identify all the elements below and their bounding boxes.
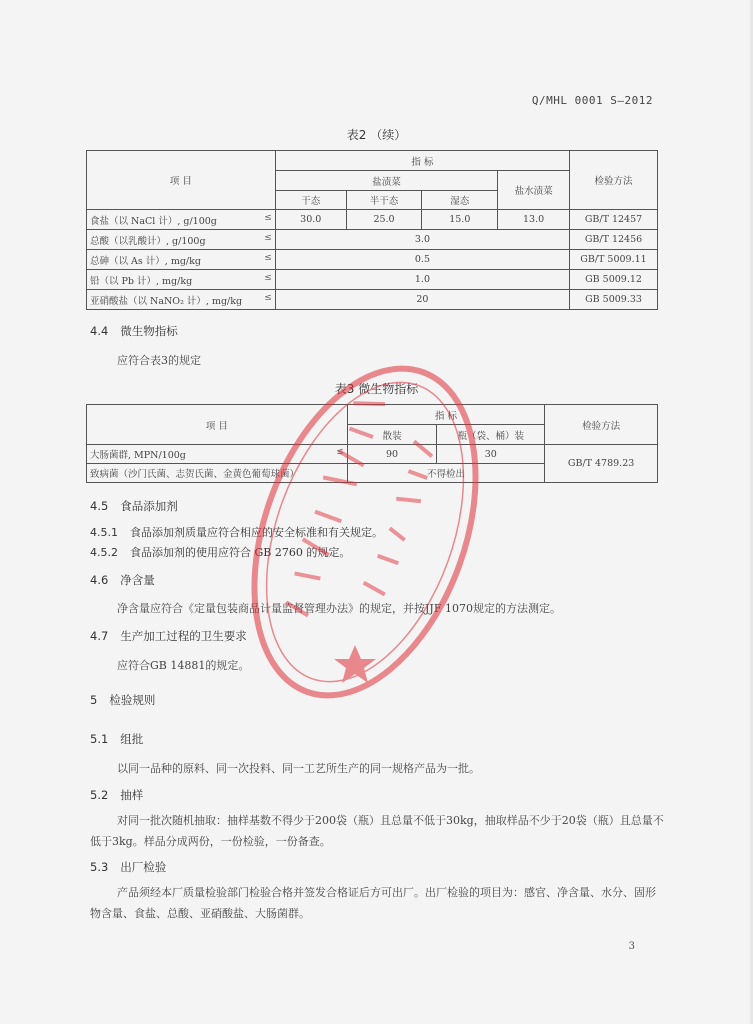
row-item: 铅（以 Pb 计）, mg/kg bbox=[90, 275, 193, 287]
value-dry: 30.0 bbox=[275, 210, 346, 230]
section-4-7-text: 应符合GB 14881的规定。 bbox=[117, 659, 250, 672]
row-item: 亚硝酸盐（以 NaNO₂ 计）, mg/kg bbox=[90, 295, 243, 307]
leq-symbol: ≤ bbox=[264, 252, 272, 263]
row-value: 20 bbox=[275, 290, 569, 310]
value-brine: 13.0 bbox=[498, 210, 570, 230]
section-5-1-text: 以同一品种的原料、同一次投料、同一工艺所生产的同一规格产品为一批。 bbox=[117, 762, 480, 775]
row-method: GB 5009.33 bbox=[570, 290, 658, 310]
table3-title: 表3 微生物指标 bbox=[334, 382, 419, 396]
table-row bbox=[87, 250, 658, 270]
section-5-3-text: 产品须经本厂质量检验部门检验合格并签发合格证后方可出厂。出厂检验的项目为：感官、净含量、水分、固形物含量、食盐、总酸、亚硝酸盐、大肠菌群。 bbox=[90, 886, 656, 920]
table2 bbox=[86, 150, 658, 310]
row-method: GB 5009.12 bbox=[570, 270, 658, 290]
table2-header-wet: 湿态 bbox=[422, 191, 498, 210]
row-value: 0.5 bbox=[275, 250, 569, 270]
section-5-2-text: 对同一批次随机抽取：抽样基数不得少于200袋（瓶）且总量不低于30kg，抽取样品不少于20袋（瓶）且总量不低于3kg。样品分成两份，一份检验，一份备查。 bbox=[90, 814, 664, 848]
table3-header-indicator: 指 标 bbox=[347, 405, 544, 425]
row-method: GB/T 12456 bbox=[570, 230, 658, 250]
section-4-6-text: 净含量应符合《定量包装商品计量监督管理办法》的规定，并按JJF 1070规定的方法测定。 bbox=[117, 602, 561, 615]
table2-header-salted: 盐渍菜 bbox=[275, 171, 497, 191]
table2-header-indicator: 指 标 bbox=[275, 151, 569, 171]
table2-header-item: 项 目 bbox=[87, 151, 276, 210]
section-4-4-heading: 4.4 微生物指标 bbox=[90, 324, 178, 338]
row-item: 总酸（以乳酸计）, g/100g bbox=[90, 235, 206, 247]
leq-symbol: ≤ bbox=[264, 232, 272, 243]
section-4-6-heading: 4.6 净含量 bbox=[90, 573, 155, 587]
table-row bbox=[87, 270, 658, 290]
table-row bbox=[87, 445, 658, 464]
row-item: 总砷（以 As 计）, mg/kg bbox=[90, 255, 201, 267]
row-item: 食盐（以 NaCl 计）, g/100g bbox=[90, 215, 217, 227]
leq-symbol: ≤ bbox=[264, 272, 272, 283]
section-4-5-heading: 4.5 食品添加剂 bbox=[90, 499, 178, 513]
table3-header-item: 项 目 bbox=[87, 405, 348, 445]
value-semidry: 25.0 bbox=[346, 210, 422, 230]
value-wet: 15.0 bbox=[422, 210, 498, 230]
leq-symbol: ≤ bbox=[336, 447, 344, 457]
table3-header-method: 检验方法 bbox=[545, 405, 658, 445]
section-5-2-heading: 5.2 抽样 bbox=[90, 788, 144, 802]
row-value: 不得检出 bbox=[347, 464, 544, 483]
page-number: 3 bbox=[628, 941, 635, 952]
row-item: 大肠菌群, MPN/100g bbox=[90, 450, 186, 461]
row-value: 1.0 bbox=[275, 270, 569, 290]
table3-header-packed: 瓶（袋、桶）装 bbox=[437, 425, 545, 445]
table-row bbox=[87, 290, 658, 310]
table3 bbox=[86, 404, 658, 483]
section-5-3-heading: 5.3 出厂检验 bbox=[90, 860, 167, 874]
table-row bbox=[87, 210, 658, 230]
value-packed: 30 bbox=[437, 445, 545, 464]
table2-header-dry: 干态 bbox=[275, 191, 346, 210]
table3-header-bulk: 散装 bbox=[347, 425, 437, 445]
leq-symbol: ≤ bbox=[264, 212, 272, 223]
leq-symbol: ≤ bbox=[264, 292, 272, 303]
row-item: 致病菌（沙门氏菌、志贺氏菌、金黄色葡萄球菌） bbox=[87, 464, 348, 483]
section-5-heading: 5 检验规则 bbox=[90, 693, 156, 707]
table3-method: GB/T 4789.23 bbox=[545, 445, 658, 483]
section-4-5-2: 4.5.2 食品添加剂的使用应符合 GB 2760 的规定。 bbox=[90, 546, 351, 559]
row-value: 3.0 bbox=[275, 230, 569, 250]
table-row bbox=[87, 230, 658, 250]
table2-header-method: 检验方法 bbox=[570, 151, 658, 210]
standard-number: Q/MHL 0001 S—2012 bbox=[531, 94, 653, 107]
table2-title: 表2 （续） bbox=[346, 128, 407, 142]
section-4-5-1: 4.5.1 食品添加剂质量应符合相应的安全标准和有关规定。 bbox=[90, 526, 383, 539]
section-5-1-heading: 5.1 组批 bbox=[90, 732, 144, 746]
row-method: GB/T 12457 bbox=[570, 210, 658, 230]
row-method: GB/T 5009.11 bbox=[570, 250, 658, 270]
table2-header-semidry: 半干态 bbox=[346, 191, 422, 210]
table2-header-brine: 盐水渍菜 bbox=[498, 171, 570, 210]
value-bulk: 90 bbox=[347, 445, 437, 464]
section-4-7-heading: 4.7 生产加工过程的卫生要求 bbox=[90, 629, 247, 643]
section-4-4-text: 应符合表3的规定 bbox=[117, 354, 201, 367]
